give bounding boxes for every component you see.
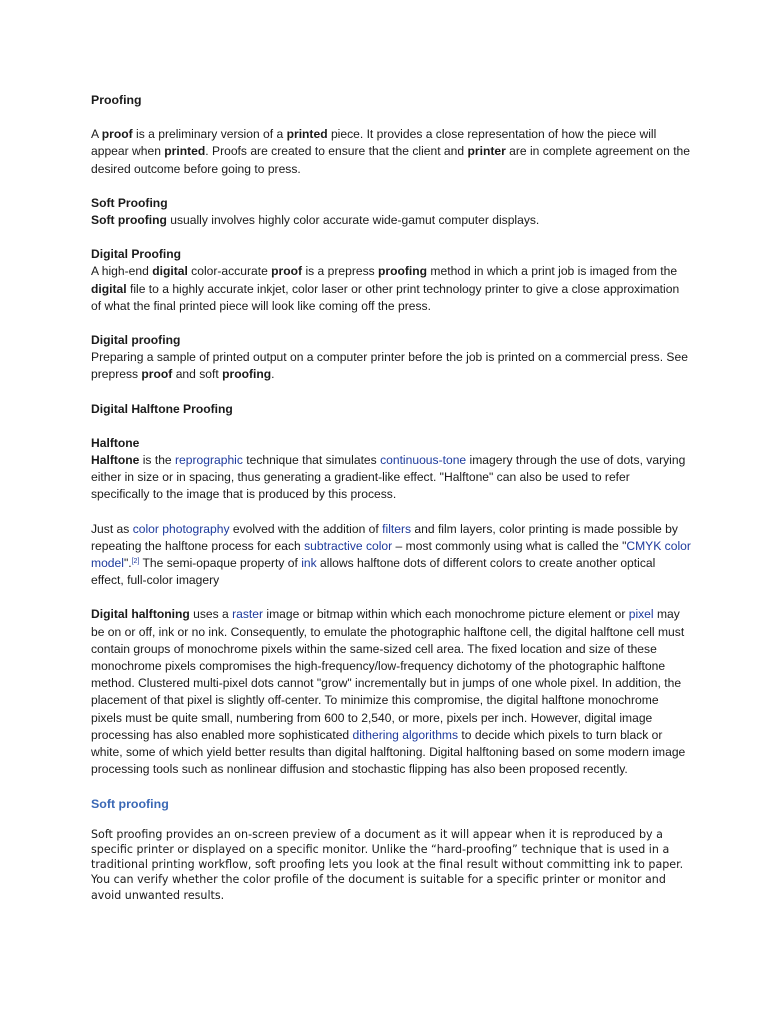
text: uses a — [189, 607, 233, 622]
text: A — [91, 127, 102, 142]
digital-proofing-section — [91, 246, 691, 315]
text: – most commonly using what is called the " — [392, 538, 627, 553]
text: The semi-opaque property of — [139, 556, 302, 571]
color-paragraph — [91, 521, 691, 590]
halftone-proofing-heading: Digital Halftone Proofing — [91, 401, 233, 416]
section-heading: Soft proofing — [91, 796, 169, 811]
link-reprographic[interactable]: reprographic — [175, 453, 243, 468]
text: allows halftone dots of different colors to create another optical effect, full-color imagery — [91, 556, 656, 588]
section-heading: Digital Proofing — [91, 247, 182, 262]
section-paragraph — [91, 452, 691, 504]
text: and film layers, color printing is made possible by repeating the halftone process for each — [91, 521, 678, 553]
bold-term: proof — [141, 367, 173, 382]
bold-term: proof — [271, 264, 303, 279]
text: evolved with the addition of — [229, 521, 383, 536]
section-heading: Digital proofing — [91, 333, 181, 348]
link-raster[interactable]: raster — [232, 607, 264, 622]
soft-proofing-article — [91, 796, 691, 903]
text: Just as — [91, 521, 133, 536]
soft-proofing-section — [91, 195, 691, 229]
link-dithering-algorithms[interactable]: dithering algorithms — [352, 727, 459, 742]
text: . — [271, 367, 275, 382]
bold-term: Soft proofing — [91, 213, 167, 228]
digital-proofing-2-section — [91, 332, 691, 384]
halftoning-paragraph — [91, 606, 691, 778]
text: is a prepress — [302, 264, 379, 279]
link-color-photography[interactable]: color photography — [132, 521, 230, 536]
text: image or bitmap within which each monochrome picture element or — [263, 607, 629, 622]
text: is a preliminary version of a — [132, 127, 287, 142]
section-paragraph: Soft proofing provides an on-screen preview of a document as it will appear when it is reproduced by a specific printer or displayed on a specific monitor. Unlike the “hard-proofing” technique that is used in a traditional printing workflow, soft proofing lets you look at the final result without committing ink to paper. You can verify whether the color profile of the document is suitable for a specific printer or monitor and avoid unwanted results. — [91, 827, 684, 902]
text: and soft — [172, 367, 223, 382]
section-paragraph — [91, 263, 691, 315]
bold-term: proof — [101, 127, 133, 142]
text: are in complete agreement on the desired outcome before going to press. — [91, 144, 691, 176]
bold-term: printer — [467, 144, 506, 159]
document-page — [91, 92, 691, 903]
bold-term: Halftone — [91, 453, 140, 468]
bold-term: proofing — [378, 264, 428, 279]
text: A high-end — [91, 264, 153, 279]
text: color-accurate — [187, 264, 272, 279]
section-heading: Soft Proofing — [91, 195, 168, 210]
section-paragraph — [91, 349, 691, 383]
intro-paragraph — [91, 126, 691, 178]
bold-term: digital — [91, 281, 127, 296]
page-title: Proofing — [91, 93, 142, 107]
section-heading: Halftone — [91, 435, 140, 450]
text: . Proofs are created to ensure that the client and — [205, 144, 468, 159]
link-subtractive-color[interactable]: subtractive color — [304, 538, 393, 553]
text: piece. It provides a close representation of how the piece will appear when — [91, 127, 657, 159]
link-pixel[interactable]: pixel — [628, 607, 654, 622]
bold-term: Digital halftoning — [91, 607, 190, 622]
text: technique that simulates — [242, 453, 381, 468]
bold-term: digital — [152, 264, 188, 279]
text: method in which a print job is imaged from the — [427, 264, 678, 279]
text: imagery through the use of dots, varying either in size or in spacing, thus generating a gradient-like effect. "Halftone" can also be used to refer specifically to the image that is produced by this process. — [91, 453, 686, 502]
halftone-section — [91, 435, 691, 504]
bold-term: printed — [286, 127, 328, 142]
link-cmyk-color-model[interactable]: CMYK color model — [91, 538, 691, 571]
text: to decide which pixels to turn black or white, some of which yield better results than digital halftoning. Digital halftoning based on some modern image processing tools such as nonlinear diffusion and stochastic flipping has also been proposed recently. — [91, 727, 686, 777]
section-paragraph — [91, 212, 691, 229]
text: may be on or off, ink or no ink. Consequently, to emulate the photographic halftone cell, the digital halftone cell must contain groups of monochrome pixels within the same-sized cell area. The fixed location and size of these monochrome pixels compromises the high-frequency/low-frequency dichotomy of the photographic halftone method. Clustered multi-pixel dots cannot "grow" incrementally but in jumps of one whole pixel. In addition, the placement of that pixel is slightly off-center. To minimize this compromise, the digital halftone monochrome pixels must be quite small, numbering from 600 to 2,540, or more, pixels per inch. However, digital image processing has also enabled more sophisticated — [91, 607, 685, 742]
text: usually involves highly color accurate wide-gamut computer displays. — [166, 213, 540, 228]
text: is the — [139, 453, 176, 468]
bold-term: proofing — [222, 367, 272, 382]
text: file to a highly accurate inkjet, color laser or other print technology printer to give a close approximation of what the final printed piece will look like coming off the press. — [91, 281, 680, 313]
link-continuous-tone[interactable]: continuous-tone — [380, 453, 467, 468]
link-ink[interactable]: ink — [301, 556, 317, 571]
link-filters[interactable]: filters — [382, 521, 412, 536]
text: Preparing a sample of printed output on a computer printer before the job is printed on a commercial press. See prepress — [91, 350, 688, 382]
citation-link[interactable]: [2] — [131, 558, 140, 566]
bold-term: printed — [164, 144, 206, 159]
text: ". — [123, 556, 132, 571]
